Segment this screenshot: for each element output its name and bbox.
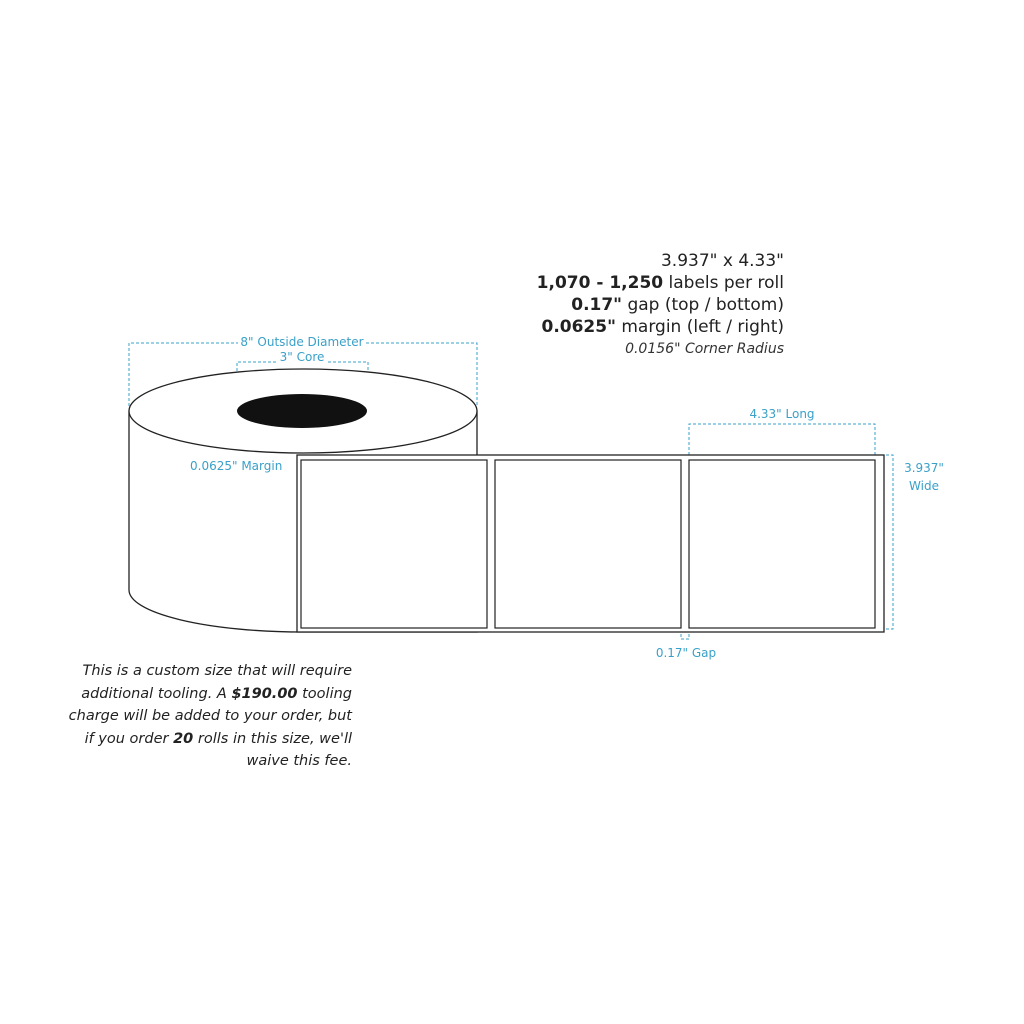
note-text-3: rolls in this size, we'll waive this fee.	[193, 730, 352, 769]
corner-radius-text: 0.0156" Corner Radius	[625, 341, 784, 357]
gap-text: 0.17" Gap	[655, 646, 717, 660]
tooling-fee: $190.00	[231, 685, 298, 702]
label-2	[495, 460, 681, 628]
labels-count: 1,070 - 1,250	[536, 273, 664, 293]
gap-suffix: gap (top / bottom)	[622, 295, 784, 315]
length-text: 4.33" Long	[749, 407, 815, 421]
label-size-text: 3.937" x 4.33"	[660, 251, 784, 271]
gap-label	[636, 646, 736, 660]
core-text: 3" Core	[279, 350, 325, 364]
gap-value: 0.17"	[571, 295, 623, 315]
outside-diameter-label	[202, 335, 402, 349]
labels-suffix: labels per roll	[663, 273, 784, 293]
margin-value: 0.0625"	[541, 317, 616, 337]
spec-gap	[571, 295, 784, 315]
width-guide	[886, 455, 893, 629]
label-1	[301, 460, 487, 628]
spec-margin	[541, 317, 784, 337]
core-label	[252, 350, 352, 364]
waive-roll-count: 20	[173, 730, 194, 747]
spec-corner-radius	[625, 341, 784, 357]
width-word-text: Wide	[909, 479, 939, 493]
note-text-1: This is a custom size that will require additional tooling. A	[81, 663, 352, 702]
spec-labels-per-roll	[537, 273, 784, 293]
note-text-2: tooling charge will be added to your order, but if you order	[68, 685, 352, 747]
custom-size-note	[60, 660, 352, 773]
width-value-text: 3.937"	[904, 461, 944, 475]
length-guide	[689, 424, 875, 455]
length-label	[732, 407, 832, 421]
label-3	[689, 460, 875, 628]
margin-text: 0.0625" Margin	[190, 459, 283, 473]
outside-diameter-text: 8" Outside Diameter	[240, 335, 364, 349]
margin-label	[190, 459, 282, 473]
width-label	[895, 461, 953, 493]
margin-suffix: margin (left / right)	[615, 317, 784, 337]
roll-core-hole	[237, 394, 367, 428]
spec-size	[661, 251, 784, 271]
